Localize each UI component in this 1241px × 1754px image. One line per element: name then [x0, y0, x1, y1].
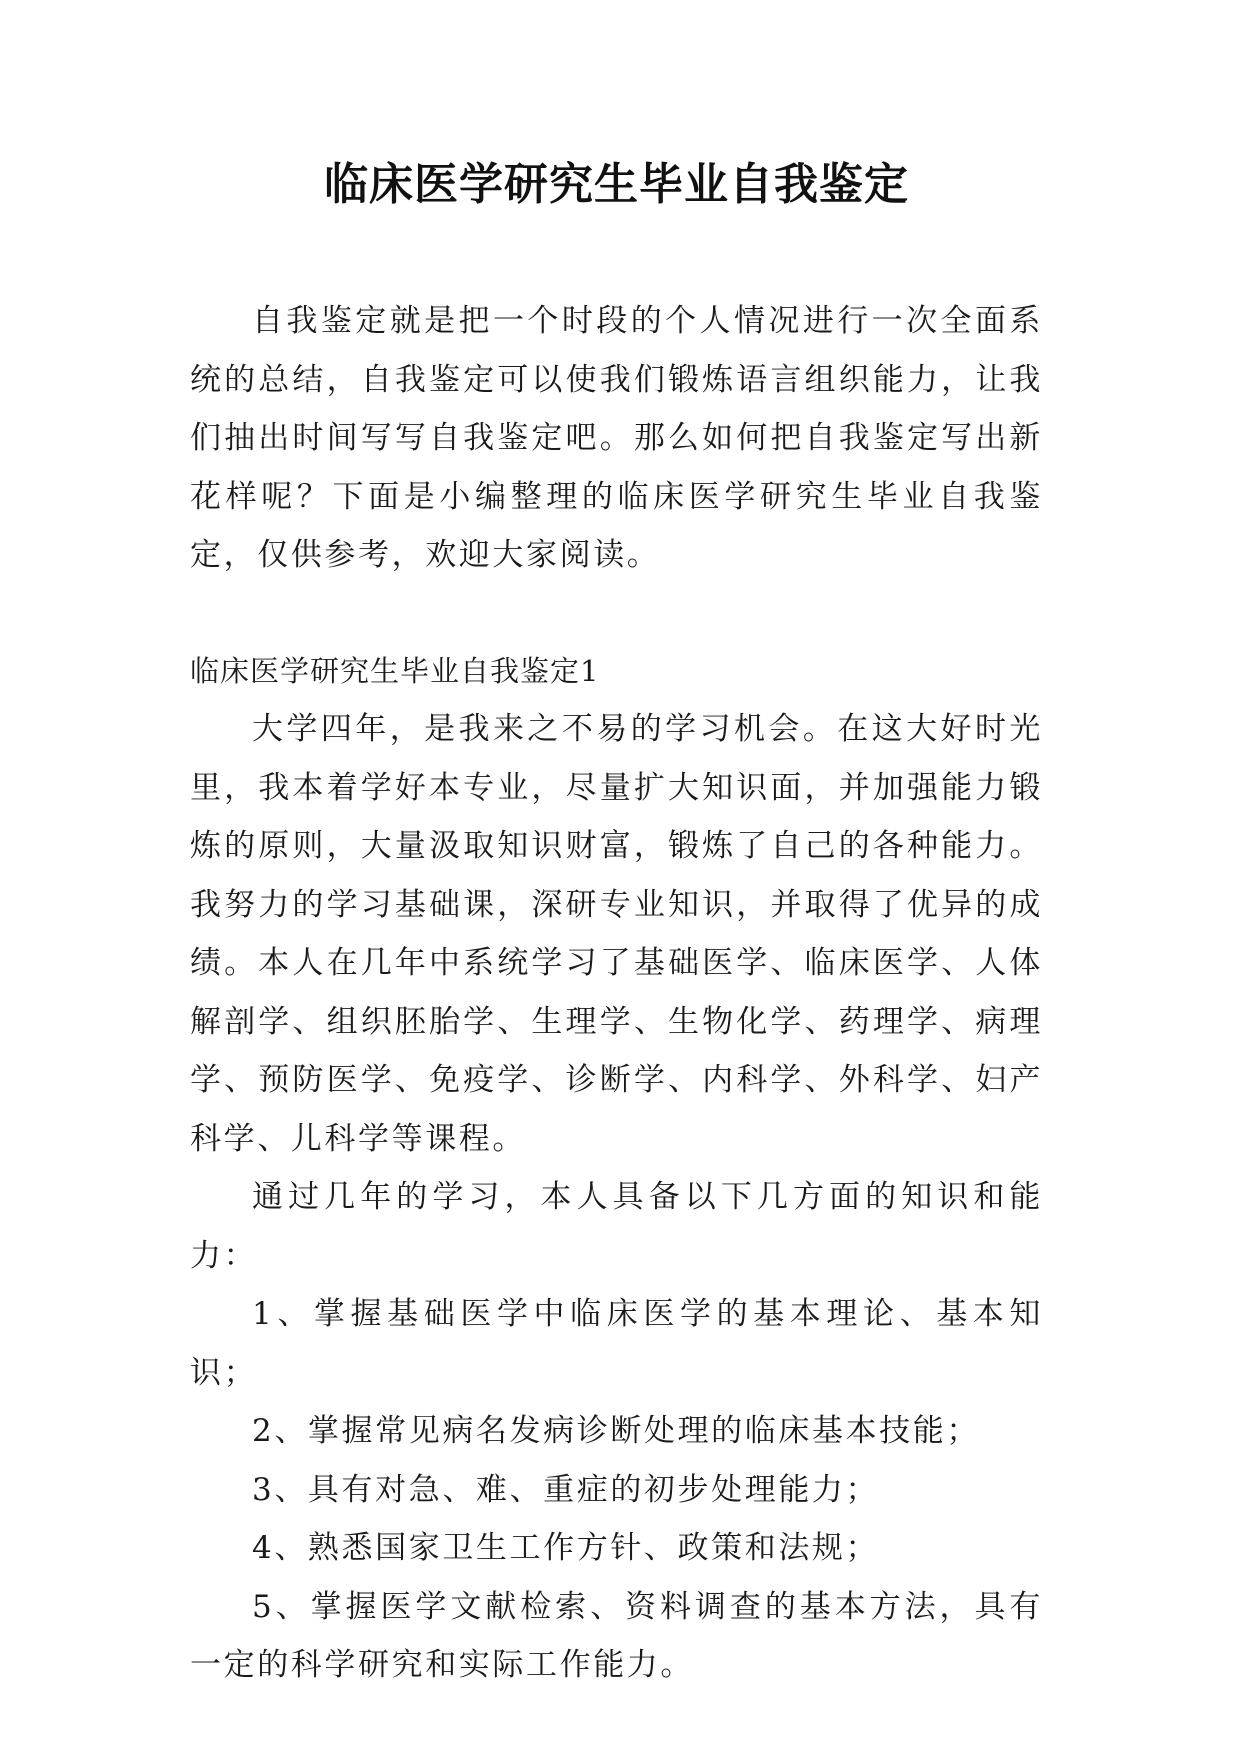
body-paragraph: 通过几年的学习，本人具备以下几方面的知识和能力：	[190, 1179, 1043, 1274]
body-paragraph: 大学四年，是我来之不易的学习机会。在这大好时光里，我本着学好本专业，尽量扩大知识面，并加强能力锻炼的原则，大量汲取知识财富，锻炼了自己的各种能力。我努力的学习基础课，深研专业知识，并取得了优异的成绩。本人在几年中系统学习了基础医学、临床医学、人体解剖学、组织胚胎学、生理学、生物化学、药理学、病理学、预防医学、免疫学、诊断学、内科学、外科学、妇产科学、儿科学等课程。	[190, 711, 1043, 1157]
list-item: 2、掌握常见病名发病诊断处理的临床基本技能；	[252, 1413, 980, 1449]
list-item: 3、具有对急、难、重症的初步处理能力；	[252, 1471, 880, 1508]
document-title: 临床医学研究生毕业自我鉴定	[324, 159, 909, 210]
list-item: 5、掌握医学文献检索、资料调查的基本方法，具有一定的科学研究和实际工作能力。	[190, 1588, 1043, 1683]
list-item: 1、掌握基础医学中临床医学的基本理论、基本知识；	[190, 1296, 1043, 1391]
intro-paragraph: 自我鉴定就是把一个时段的个人情况进行一次全面系统的总结，自我鉴定可以使我们锻炼语言组织能力，让我们抽出时间写写自我鉴定吧。那么如何把自我鉴定写出新花样呢？下面是小编整理的临床医学研究生毕业自我鉴定，仅供参考，欢迎大家阅读。	[190, 303, 1043, 573]
list-item: 4、熟悉国家卫生工作方针、政策和法规；	[252, 1530, 880, 1566]
section-heading: 临床医学研究生毕业自我鉴定1	[190, 653, 600, 688]
